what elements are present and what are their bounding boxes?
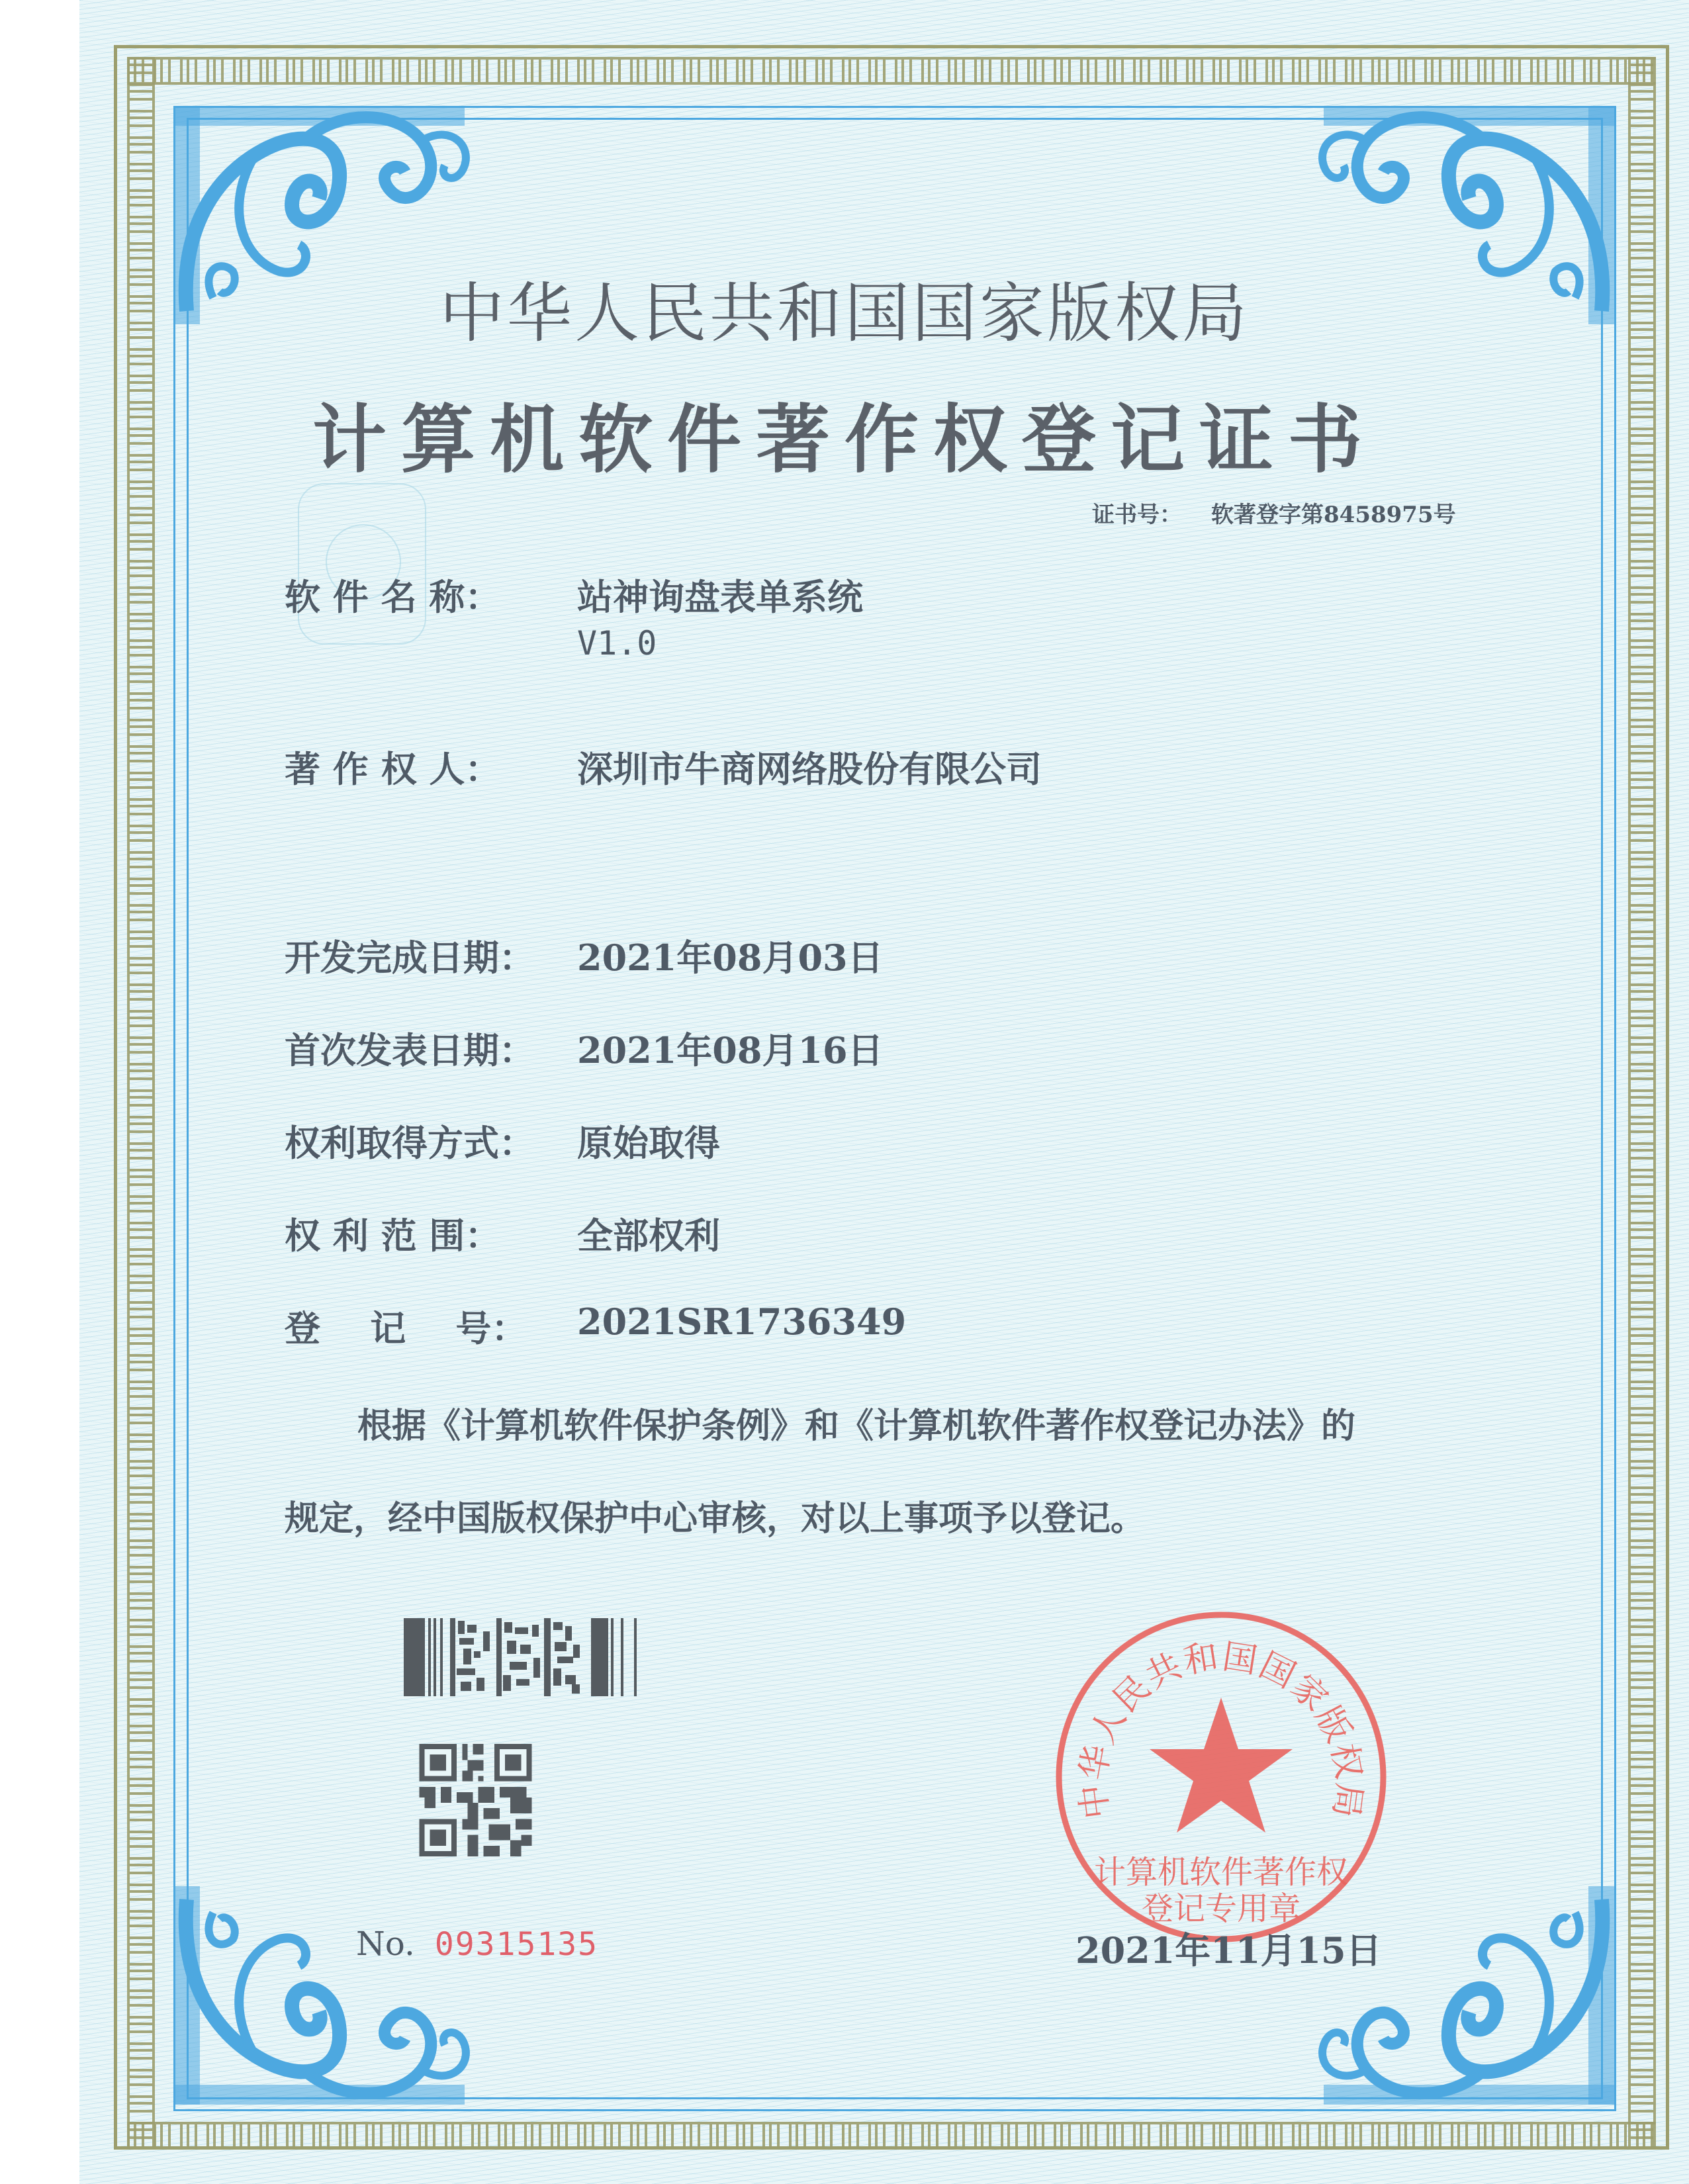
field-label: 登 记 号： <box>285 1307 527 1349</box>
certificate-title: 计算机软件著作权登记证书 <box>312 396 1377 483</box>
meander-border-left <box>127 57 155 2150</box>
pdf417-barcode-icon <box>404 1618 639 1696</box>
field-registration-number <box>285 1300 906 1351</box>
issuer-title: 中华人民共和国国家版权局 <box>439 276 1250 351</box>
field-label: 权 利 范 围： <box>285 1214 501 1257</box>
field-label: 开发完成日期： <box>285 936 535 979</box>
meander-border-right <box>1628 57 1656 2150</box>
field-value: 深圳市牛商网络股份有限公司 <box>577 748 1042 790</box>
field-value <box>577 569 863 662</box>
scroll-ornament-icon <box>173 1873 478 2111</box>
field-value: 2021年08月03日 <box>577 936 884 979</box>
serial-value: 09315135 <box>434 1926 599 1963</box>
qr-code-icon <box>415 1744 536 1856</box>
seal-arc-text: 中华人民共和国国家版权局 <box>1073 1637 1369 1821</box>
field-rights-scope <box>285 1208 720 1259</box>
statement-line-2: 规定，经中国版权保护中心审核，对以上事项予以登记。 <box>285 1498 1146 1539</box>
star-icon <box>1150 1698 1293 1833</box>
meander-border-top <box>127 57 1656 85</box>
field-value: 全部权利 <box>577 1214 720 1257</box>
field-dev-completion-date <box>285 930 884 981</box>
meander-border-bottom <box>127 2122 1656 2150</box>
statement-line-1: 根据《计算机软件保护条例》和《计算机软件著作权登记办法》的 <box>357 1406 1356 1446</box>
registration-statement <box>285 1380 1529 1565</box>
software-version: V1.0 <box>577 624 657 662</box>
field-rights-acquisition <box>285 1115 720 1166</box>
issue-date: 2021年11月15日 <box>1075 1929 1382 1972</box>
field-label: 软 件 名 称： <box>285 576 501 618</box>
seal-center-line-2: 登记专用章 <box>1141 1890 1301 1927</box>
certificate-number-label: 证书号： <box>1092 502 1182 528</box>
field-copyright-owner <box>285 741 1042 792</box>
official-seal <box>1049 1605 1393 1949</box>
field-software-name <box>285 569 863 662</box>
seal-center-line-1: 计算机软件著作权 <box>1093 1854 1349 1891</box>
serial-prefix: No. <box>356 1925 415 1963</box>
field-value: 原始取得 <box>577 1122 720 1164</box>
field-first-publication-date <box>285 1023 884 1073</box>
certificate-number <box>1092 496 1456 529</box>
field-label: 权利取得方式： <box>285 1122 535 1164</box>
certificate-number-value: 软著登字第8458975号 <box>1211 502 1456 528</box>
field-value: 2021年08月16日 <box>577 1029 884 1071</box>
field-label: 首次发表日期： <box>285 1029 535 1071</box>
field-label: 著 作 权 人： <box>285 748 501 790</box>
field-value: 2021SR1736349 <box>577 1300 907 1343</box>
software-name: 站神询盘表单系统 <box>577 576 863 618</box>
serial-number <box>356 1925 598 1963</box>
